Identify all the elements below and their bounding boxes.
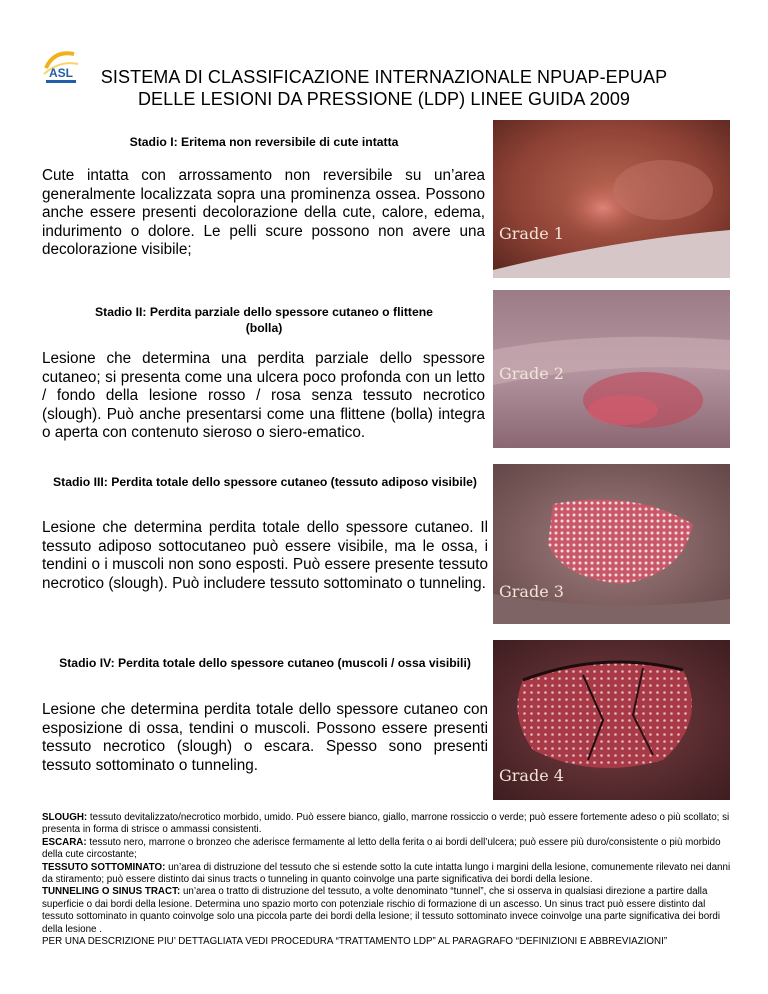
grade-2-label: Grade 2 <box>499 364 564 383</box>
header-line-1: SISTEMA DI CLASSIFICAZIONE INTERNAZIONALE NPUAP-EPUAP <box>100 67 668 87</box>
slough-definition: tessuto devitalizzato/necrotico morbido, umido. Può essere bianco, giallo, marrone rossiccio o verde; può essere fortemente adeso o più scollato; si presenta in forma di strisce o ammassi consistenti. <box>42 812 730 836</box>
escara-term: ESCARA: <box>42 836 87 848</box>
sottominato-term: TESSUTO SOTTOMINATO: <box>42 861 166 873</box>
stage-2-title: Stadio II: Perdita parziale dello spessore cutaneo o flittene (bolla) <box>95 305 433 335</box>
document-header <box>0 66 768 110</box>
grade-4-label: Grade 4 <box>499 766 564 785</box>
glossary-closing-note: PER UNA DESCRIZIONE PIU’ DETTAGLIATA VEDI PROCEDURA “TRATTAMENTO LDP” AL PARAGRAFO “DEFINIZIONI E ABBREVIAZIONI” <box>42 936 668 948</box>
glossary <box>42 812 732 948</box>
stage-2-text: Lesione che determina una perdita parziale dello spessore cutaneo; si presenta come una ulcera poco profonda con un letto / fondo della lesione rosso / rosa senza tessuto necrotico (slough). Può anche presentarsi come una flittene (bolla) integra o aperta con contenuto sieroso o siero-ematico. <box>42 350 485 442</box>
stage-3-title: Stadio III: Perdita totale dello spessore cutaneo (tessuto adiposo visibile) <box>53 475 477 489</box>
grade-3-label: Grade 3 <box>499 582 564 601</box>
stage-3-text: Lesione che determina perdita totale dello spessore cutaneo. Il tessuto adiposo sottocutaneo può essere visibile, ma le ossa, i tendini o i muscoli non sono esposti. Può essere presente tessuto necrotico (slough). Può includere tessuto sottominato o tunneling. <box>42 519 488 592</box>
glossary-tunneling <box>42 886 732 936</box>
stage-4-text: Lesione che determina perdita totale dello spessore cutaneo con esposizione di ossa, tendini o muscoli. Possono essere presenti tessuto necrotico (slough) o escara. Spesso sono presenti tessuto sottominato o tunneling. <box>42 701 488 774</box>
tunneling-definition: un’area o tratto di distruzione del tessuto, a volte denominato “tunnel”, che si osserva in qualsiasi direzione a partire dalla superficie o dai bordi della lesione. Determina uno spazio morto con potenziale rischio di formazione di un ascesso. Un sinus tract può essere distinto dal tessuto sottominato in quanto coinvolge solo una piccola parte dei bordi della lesione; il tessuto sottominato invece coinvolge una parte significativa dei bordi della lesione . <box>42 886 721 935</box>
header-line-2: DELLE LESIONI DA PRESSIONE (LDP) LINEE GUIDA 2009 <box>137 89 631 109</box>
grade-1-photo <box>493 120 730 278</box>
glossary-escara <box>42 837 732 862</box>
stage-1-text: Cute intatta con arrossamento non reversibile su un’area generalmente localizzata sopra una prominenza ossea. Possono anche essere presenti decolorazione della cute, calore, edema, indurimento o dolore. Le pelli scure possono non avere una decolorazione visibile; <box>42 167 485 259</box>
logo-text: ASL <box>49 66 73 80</box>
stage-4-title: Stadio IV: Perdita totale dello spessore cutaneo (muscoli / ossa visibili) <box>59 656 471 670</box>
grade-1-label: Grade 1 <box>499 224 564 243</box>
grade-2-photo <box>493 290 730 448</box>
glossary-sottominato <box>42 862 732 887</box>
tunneling-term: TUNNELING O SINUS TRACT: <box>42 886 181 898</box>
escara-definition: tessuto nero, marrone o bronzeo che aderisce fermamente al letto della ferita o ai bordi dell’ulcera; può essere più duro/consistente o più morbido della cute circostante; <box>42 836 721 861</box>
grade-3-photo <box>493 464 730 624</box>
grade-4-photo <box>493 640 730 800</box>
sottominato-definition: un’area di distruzione del tessuto che si estende sotto la cute intatta lungo i margini della lesione, comunemente rilevato nei danni da stiramento; può essere distinto dai sinus tracts o tunneling in quanto coinvolge una parte significativa dei bordi della lesione. <box>42 861 731 886</box>
stage-1-title: Stadio I: Eritema non reversibile di cute intatta <box>129 135 399 149</box>
glossary-slough <box>42 812 732 837</box>
slough-term: SLOUGH: <box>42 812 88 823</box>
